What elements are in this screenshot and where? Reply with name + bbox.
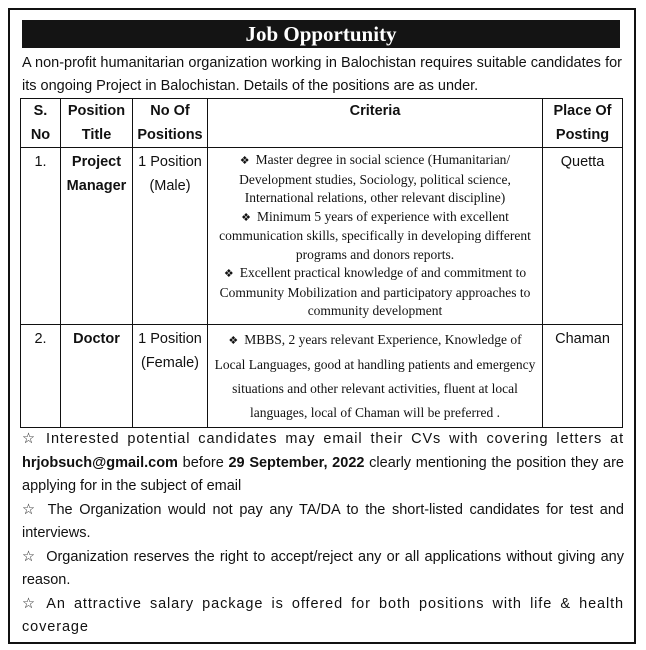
star-outline-icon: ☆ [22, 431, 37, 447]
row1-position-title: Project Manager [61, 148, 133, 325]
deadline-date: 29 September, 2022 [228, 454, 365, 471]
row2-criteria [208, 325, 543, 428]
note-salary: ☆ An attractive salary package is offered for both positions with life & health coverage [22, 595, 625, 635]
criteria-item: ❖ Master degree in social science (Humanitarian/ Development studies, Sociology, political science, International relations, other relevant discipline) [239, 152, 511, 205]
criteria-item: ❖ Minimum 5 years of experience with excellent communication skills, specifically in developing different programs and donors reports. [219, 208, 531, 262]
header-place-of-posting: Place Of Posting [543, 99, 623, 148]
row2-no-of-positions: 1 Position (Female) [133, 325, 208, 428]
note-apply: ☆ Interested potential candidates may email their CVs with covering letters at hrjobsuch@gmail.com before 29 September, 2022 clearly mentioning the position they are applying for in the subject of email [22, 431, 624, 494]
header-criteria: Criteria [208, 99, 543, 148]
row1-criteria [208, 148, 543, 325]
contact-email[interactable]: hrjobsuch@gmail.com [22, 454, 178, 471]
table-row [21, 148, 623, 325]
header-no-of-positions: No Of Positions [133, 99, 208, 148]
row2-place-of-posting: Chaman [543, 325, 623, 428]
page-title: Job Opportunity [22, 20, 620, 48]
row2-position-title: Doctor [61, 325, 133, 428]
row1-sno: 1. [21, 148, 61, 325]
diamond-arrow-icon: ❖ [223, 268, 234, 280]
table-row [21, 325, 623, 428]
table-header-row [21, 99, 623, 148]
positions-table [20, 98, 623, 428]
row1-place-of-posting: Quetta [543, 148, 623, 325]
header-sno: S. No [21, 99, 61, 148]
star-outline-icon: ☆ [22, 548, 37, 565]
diamond-arrow-icon: ❖ [241, 211, 251, 224]
criteria-item: ❖ MBBS, 2 years relevant Experience, Knowledge of Local Languages, good at handling patients and emergency situations and other relevant activities, fluent at local languages, local of Chaman will be preferred . [214, 332, 536, 420]
row1-no-of-positions: 1 Position (Male) [133, 148, 208, 325]
note-rights: ☆ Organization reserves the right to accept/reject any or all applications without giving any reason. [22, 548, 624, 588]
note-tada: ☆ The Organization would not pay any TA/DA to the short-listed candidates for test and interviews. [22, 501, 624, 541]
star-outline-icon: ☆ [22, 501, 38, 518]
intro-paragraph: A non-profit humanitarian organization working in Balochistan requires suitable candidates for its ongoing Project in Balochistan. Details of the positions are as under. [22, 55, 622, 94]
header-position-title: Position Title [61, 99, 133, 148]
star-outline-icon: ☆ [22, 595, 37, 612]
criteria-item: ❖ Excellent practical knowledge of and commitment to Community Mobilization and participatory approaches to community development [219, 265, 531, 318]
diamond-arrow-icon: ❖ [239, 155, 250, 167]
diamond-arrow-icon: ❖ [228, 335, 239, 347]
notes-section [22, 428, 624, 640]
row2-sno: 2. [21, 325, 61, 428]
